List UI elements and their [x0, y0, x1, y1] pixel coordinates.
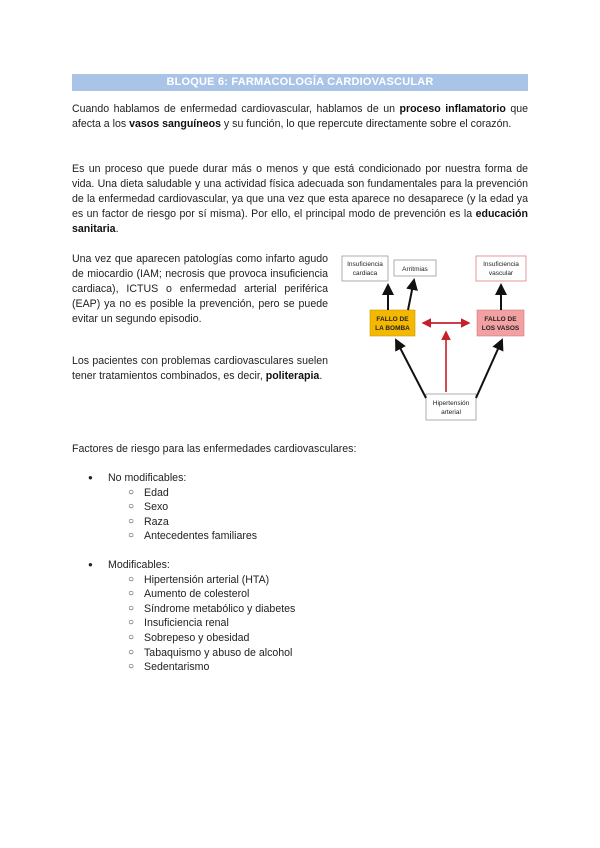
label-hipertension-2: arterial [441, 409, 461, 416]
label-fallo-vasos-1: FALLO DE [484, 316, 517, 323]
bullet-icon: ● [88, 473, 93, 482]
text-run: que afecta a los [72, 103, 528, 130]
text-run: y su función, lo que repercute directamente sobre el corazón. [220, 118, 512, 130]
item-label: Síndrome metabólico y diabetes [144, 602, 296, 615]
box-fallo-bomba [370, 310, 415, 336]
circle-bullet-icon: ○ [128, 501, 135, 513]
label-fallo-vasos-2: LOS VASOS [481, 325, 520, 332]
list-group-label [72, 558, 295, 573]
text-run: Es un proceso que puede durar más o menos y que está condicionado por nuestra forma de vida. Una dieta saludable y una actividad física adecuada son fundamentales para la prevención de la enfermedad cardiovascular, ya que una vez que esta aparece no desaparece (y la edad ya es un factor de riesgo por sí misma). Por ello, el principal modo de prevención es la [72, 163, 528, 220]
circle-bullet-icon: ○ [128, 486, 135, 498]
list-item [72, 631, 295, 646]
label-insuficiencia-cardiaca-1: Insuficiencia [347, 261, 383, 268]
arrow-hipertension-to-bomba [396, 340, 426, 398]
item-label: Edad [144, 486, 169, 499]
item-label: Sedentarismo [144, 661, 210, 674]
list-item [72, 660, 295, 675]
list-item [72, 646, 295, 661]
list-group-label [72, 471, 257, 486]
label-insuficiencia-vascular-2: vascular [488, 270, 514, 277]
text-run: Cuando hablamos de enfermedad cardiovascular, hablamos de un [72, 103, 400, 115]
factors-intro: Factores de riesgo para las enfermedades cardiovasculares: [72, 443, 357, 455]
group-label: No modificables: [108, 472, 187, 484]
bold-term: proceso inflamatorio [399, 103, 506, 115]
circle-bullet-icon: ○ [128, 661, 135, 673]
circle-bullet-icon: ○ [128, 631, 135, 643]
circle-bullet-icon: ○ [128, 602, 135, 614]
label-insuficiencia-cardiaca-2: cardiaca [352, 270, 378, 277]
bold-term: politerapia [265, 370, 320, 382]
circle-bullet-icon: ○ [128, 617, 135, 629]
item-label: Insuficiencia renal [144, 617, 229, 630]
risk-factor-list [72, 471, 257, 544]
paragraph-intro [72, 102, 528, 132]
item-label: Raza [144, 515, 169, 528]
circle-bullet-icon: ○ [128, 588, 135, 600]
section-title: BLOQUE 6: FARMACOLOGÍA CARDIOVASCULAR [72, 74, 528, 91]
box-fallo-vasos [477, 310, 524, 336]
risk-factor-list [72, 558, 295, 675]
box-insuficiencia-cardiaca [342, 256, 388, 281]
list-item [72, 500, 257, 515]
box-insuficiencia-vascular [476, 256, 526, 281]
label-fallo-bomba-1: FALLO DE [376, 316, 409, 323]
paragraph-pathologies: Una vez que aparecen patologías como infarto agudo de miocardio (IAM; necrosis que provoca insuficiencia cardiaca), ICTUS o enfermedad arterial periférica (EAP) ya no es posible la prevención, pero se puede evitar un segundo episodio. [72, 253, 328, 325]
item-label: Sobrepeso y obesidad [144, 631, 250, 644]
text-run: . [319, 370, 323, 382]
arrow-bomba-to-arritmias [408, 280, 414, 310]
label-insuficiencia-vascular-1: Insuficiencia [483, 261, 519, 268]
item-label: Sexo [144, 501, 169, 514]
circle-bullet-icon: ○ [128, 530, 135, 542]
list-item [72, 515, 257, 530]
item-label: Tabaquismo y abuso de alcohol [144, 646, 293, 659]
paragraph-prevention [72, 162, 528, 237]
text-run: Los pacientes con problemas cardiovasculares suelen tener tratamientos combinados, es decir, [72, 355, 328, 382]
item-label: Aumento de colesterol [144, 588, 250, 601]
circle-bullet-icon: ○ [128, 573, 135, 585]
label-fallo-bomba-2: LA BOMBA [375, 325, 410, 332]
group-label: Modificables: [108, 559, 170, 571]
item-label: Hipertensión arterial (HTA) [144, 573, 270, 586]
box-hipertension [426, 394, 476, 420]
item-label: Antecedentes familiares [144, 530, 258, 543]
list-item [72, 529, 257, 544]
bold-term: educación sanitaria [72, 208, 528, 235]
list-item [72, 616, 295, 631]
text-run: . [115, 223, 119, 235]
circle-bullet-icon: ○ [128, 515, 135, 527]
label-hipertension-1: Hipertensión [432, 400, 470, 407]
list-item [72, 573, 295, 588]
list-item [72, 587, 295, 602]
label-arritmias: Arritmias [402, 266, 428, 273]
circle-bullet-icon: ○ [128, 646, 135, 658]
bold-term: vasos sanguíneos [129, 118, 221, 130]
paragraph-politerapia [72, 354, 328, 384]
arrow-hipertension-to-vasos [476, 340, 502, 398]
list-item [72, 486, 257, 501]
bullet-icon: ● [88, 560, 93, 569]
list-item [72, 602, 295, 617]
cardiovascular-diagram [338, 248, 530, 434]
